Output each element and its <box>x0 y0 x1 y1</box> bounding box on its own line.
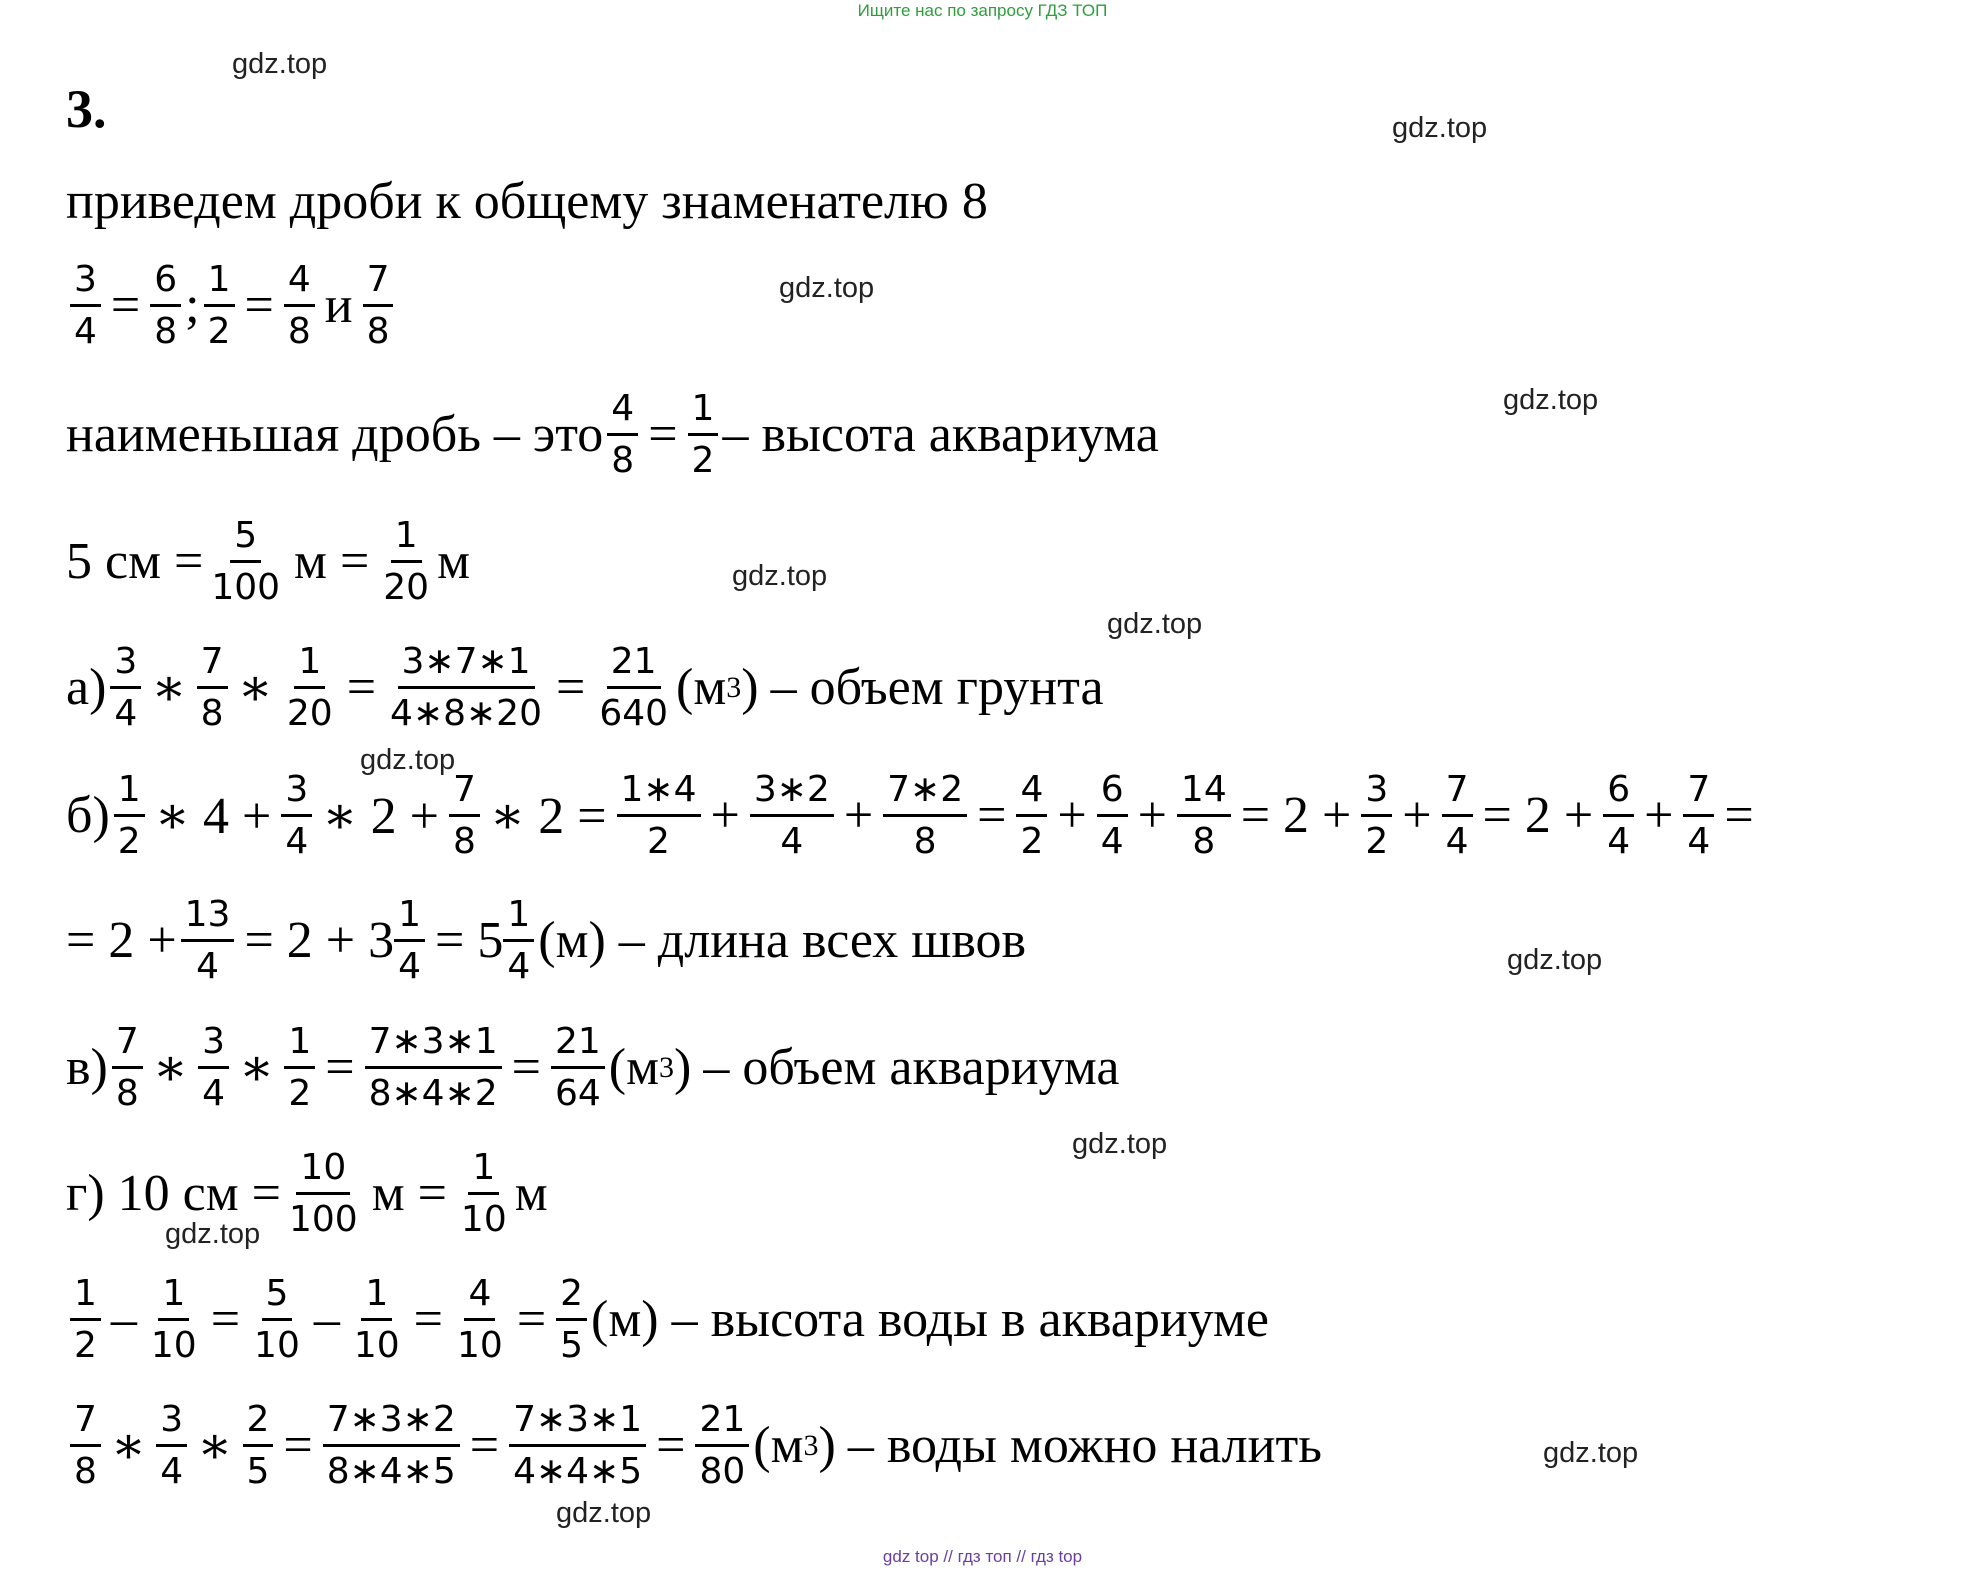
fraction: 1 4 <box>503 893 534 988</box>
bottom-banner[interactable]: gdz top // гдз топ // гдз top <box>882 1547 1083 1566</box>
conversion-line: 5 см = $\frac{5}{100}$ м = $\frac{1}{20}$ м <box>66 515 470 609</box>
fraction: $\frac{1}{4}$ <box>394 893 425 988</box>
fraction: $\frac{4}{2}$ <box>1016 768 1047 863</box>
part-a-line: а) 3 4 ∗ 7 8 ∗ $\frac{1}{20}$ = $\frac{3∗7∗1}{4∗8∗20}$ = $\frac{21}{640}$ (м 3 ) – объем грунта <box>66 641 1104 735</box>
fraction: 3 4 <box>110 640 141 735</box>
fraction: $\frac{2}{5}$ <box>556 1272 587 1367</box>
fraction: $\frac{1}{20}$ <box>286 641 333 735</box>
fraction: $\frac{6}{4}$ <box>1603 768 1634 863</box>
fraction: $\frac{7}{4}$ <box>1442 768 1473 863</box>
top-banner[interactable]: Ищите нас по запросу ГДЗ ТОП <box>857 1 1108 20</box>
watermark: gdz.top <box>232 48 328 80</box>
fraction: 7 8 <box>363 258 394 353</box>
part-b-result-line: = 2 + $\frac{13}{4}$ = 2 + 3 $\frac{1}{4}$ = 5 1 4 (м) – длина всех швов <box>66 894 1027 988</box>
fraction: $\frac{1}{10}$ <box>353 1273 400 1367</box>
fraction: $\frac{5}{100}$ <box>211 515 281 609</box>
part-v-line: в) 7 8 ∗ 3 4 ∗ $\frac{1}{2}$ = $\frac{7∗3∗1}{8∗4∗2}$ = $\frac{21}{64}$ (м 3 ) – объем аквариума <box>66 1021 1120 1115</box>
fraction: $\frac{6}{8}$ <box>150 258 181 353</box>
water-volume-line: 7 8 ∗ 3 4 ∗ $\frac{2}{5}$ = $\frac{7∗3∗2}{8∗4∗5}$ = $\frac{7∗3∗1}{4∗4∗5}$ = $\frac{21}{80}$ (м 3 ) – воды можно налить <box>66 1398 1322 1493</box>
fraction: 3 4 <box>156 1398 187 1493</box>
fraction: $\frac{1∗4}{2}$ <box>617 768 701 863</box>
watermark: gdz.top <box>779 272 875 304</box>
fraction: $\frac{10}{100}$ <box>288 1147 358 1241</box>
watermark: gdz.top <box>556 1497 652 1529</box>
intro-text: приведем дроби к общему знаменателю 8 <box>66 173 988 230</box>
watermark: gdz.top <box>1507 944 1603 976</box>
fraction: 3 4 <box>198 1020 229 1115</box>
fraction: $\frac{21}{640}$ <box>599 641 669 735</box>
fraction: $\frac{21}{64}$ <box>551 1020 605 1115</box>
fraction: $\frac{7∗3∗1}{4∗4∗5}$ <box>509 1398 646 1493</box>
fraction: $\frac{7∗3∗2}{8∗4∗5}$ <box>323 1398 460 1493</box>
fraction: $\frac{1}{2}$ <box>204 258 235 353</box>
fraction: 7 8 <box>112 1020 143 1115</box>
fraction: $\frac{3}{4}$ <box>70 258 101 353</box>
fraction: $\frac{3∗7∗1}{4∗8∗20}$ <box>390 641 542 735</box>
smallest-fraction-line: наименьшая дробь – это $\frac{4}{8}$ = $\frac{1}{2}$ – высота аквариума <box>66 388 1159 482</box>
watermark: gdz.top <box>360 744 456 776</box>
watermark: gdz.top <box>1543 1437 1639 1469</box>
fraction: $\frac{2}{5}$ <box>243 1398 274 1493</box>
fraction: $\frac{3}{4}$ <box>281 768 312 863</box>
watermark: gdz.top <box>1392 112 1488 144</box>
fraction: $\frac{13}{4}$ <box>181 893 235 988</box>
fraction: $\frac{3∗2}{4}$ <box>750 768 834 863</box>
fraction: $\frac{3}{2}$ <box>1361 768 1392 863</box>
part-g-conversion-line: г) 10 см = $\frac{10}{100}$ м = $\frac{1}{10}$ м <box>66 1147 548 1241</box>
task-number: 3. <box>66 79 107 139</box>
fraction: $\frac{1}{10}$ <box>150 1273 197 1367</box>
fraction: $\frac{14}{8}$ <box>1177 768 1231 863</box>
fraction: $\frac{1}{20}$ <box>383 515 430 609</box>
fraction: $\frac{5}{10}$ <box>254 1273 300 1367</box>
watermark: gdz.top <box>1503 384 1599 416</box>
fraction: 7 8 <box>70 1398 101 1493</box>
fraction: $\frac{1}{10}$ <box>460 1147 507 1241</box>
fraction: $\frac{6}{4}$ <box>1097 768 1128 863</box>
fraction: $\frac{7∗2}{8}$ <box>883 768 967 863</box>
watermark: gdz.top <box>1107 608 1203 640</box>
fraction: $\frac{21}{80}$ <box>695 1398 749 1493</box>
fraction: $\frac{7}{8}$ <box>449 768 480 863</box>
watermark: gdz.top <box>732 560 828 592</box>
fractions-line: $\frac{3}{4}$ = $\frac{6}{8}$ ; $\frac{1}{2}$ = $\frac{4}{8}$ и 7 8 <box>66 258 397 353</box>
intro-line <box>66 172 988 231</box>
fraction: $\frac{4}{10}$ <box>457 1273 503 1367</box>
watermark: gdz.top <box>1072 1128 1168 1160</box>
fraction: 7 8 <box>197 640 228 735</box>
part-b-line: б) 1 2 ∗ 4 + $\frac{3}{4}$ ∗ 2 + $\frac{7}{8}$ ∗ 2 = $\frac{1∗4}{2}$ + $\frac{3∗2}{4}$ + $\frac{7∗2}{8}$ = $\frac{4}{2}$ + $\frac{6}{4}$ + $\frac{14}{8}$ = 2 + $\frac{3}{2}$ + $\frac{7}{4}$ = 2 + $\frac{6}{4}$ + $\frac{7}{4}$ = <box>66 769 1754 863</box>
fraction: $\frac{1}{2}$ <box>688 387 719 482</box>
fraction: $\frac{1}{2}$ <box>284 1020 315 1115</box>
fraction: 1 2 <box>114 768 145 863</box>
fraction: $\frac{7}{4}$ <box>1683 768 1714 863</box>
fraction: $\frac{7∗3∗1}{8∗4∗2}$ <box>365 1020 502 1115</box>
fraction: $\frac{4}{8}$ <box>607 387 638 482</box>
fraction: 1 2 <box>70 1272 101 1367</box>
fraction: $\frac{4}{8}$ <box>284 258 315 353</box>
watermark: gdz.top <box>165 1218 261 1250</box>
water-height-line: 1 2 – $\frac{1}{10}$ = $\frac{5}{10}$ – $\frac{1}{10}$ = $\frac{4}{10}$ = $\frac{2}{5}$ (м) – высота воды в аквариуме <box>66 1272 1269 1367</box>
